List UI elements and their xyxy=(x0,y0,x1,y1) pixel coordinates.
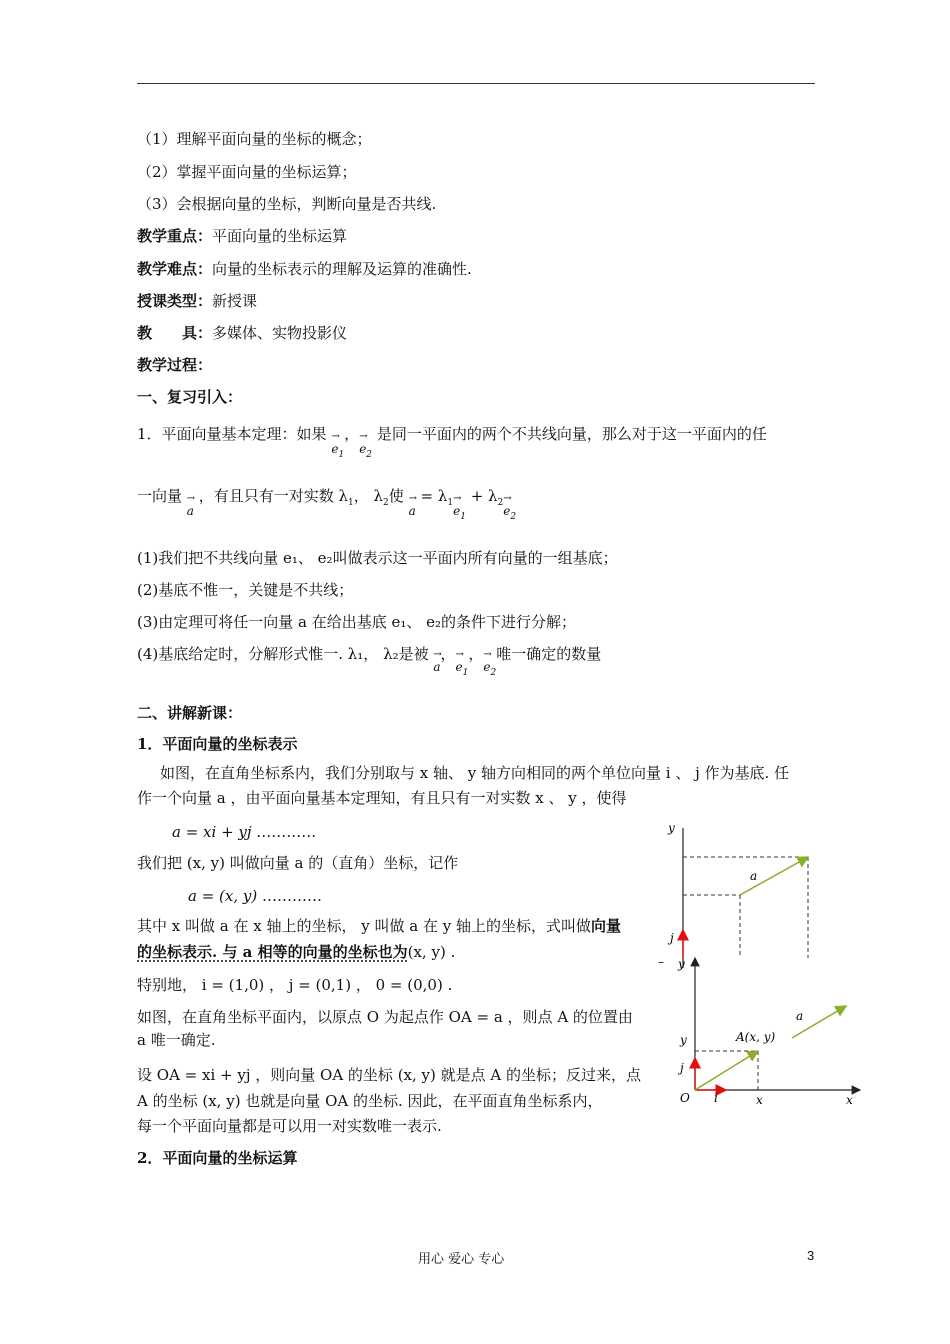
para-3b-tail: (x, y) . xyxy=(407,943,456,961)
fig2-origin-label: O xyxy=(680,1091,690,1105)
goal-2: （2）掌握平面向量的坐标运算； xyxy=(137,163,357,181)
fig2-x-coord-label: x xyxy=(756,1093,763,1107)
theorem-e: 使 xyxy=(388,487,404,505)
fig2-j-label: j xyxy=(680,1061,684,1075)
figure-1 xyxy=(650,818,820,968)
focus-label: 教学重点： xyxy=(137,227,213,245)
para-4: 特别地， i = (1,0) ， j = (0,1) ， 0 = (0,0) . xyxy=(137,976,453,994)
theorem-a: 1．平面向量基本定理：如果 xyxy=(137,425,327,443)
note-2: (2)基底不惟一，关键是不共线； xyxy=(137,581,354,599)
para-3a-line xyxy=(137,916,621,936)
para-3b: 的坐标表示. 与 a 相等的向量的坐标也为 xyxy=(137,943,408,961)
note-4-tail: 唯一确定的数量 xyxy=(496,645,602,663)
fig2-minus: – xyxy=(658,955,664,969)
figure-2 xyxy=(650,950,870,1110)
type-label: 授课类型： xyxy=(137,292,213,310)
fig2-vector-oa xyxy=(695,1051,758,1090)
goal-3: （3）会根据向量的坐标，判断向量是否共线. xyxy=(137,195,437,213)
section-2-heading: 二、讲解新课： xyxy=(137,704,243,722)
type-line xyxy=(137,291,257,311)
difficulty-text: 向量的坐标表示的理解及运算的准确性. xyxy=(212,260,472,278)
process-label: 教学过程： xyxy=(137,356,213,374)
para-3b-line xyxy=(137,942,455,962)
page-number: 3 xyxy=(807,1248,815,1263)
vec-e1: → $e_1$ xyxy=(331,439,344,461)
eq-1: a = xi + yj ………… xyxy=(172,823,317,841)
fig2-y-coord-label: y xyxy=(680,1033,687,1047)
vec-a-2: → a xyxy=(409,501,416,521)
fig1-y-label: y xyxy=(668,821,675,835)
focus-line xyxy=(137,226,347,246)
tools-line xyxy=(137,323,347,343)
para-6a: 设 OA = xi + yj ，则向量 OA 的坐标 (x, y) 就是点 A 的坐标；反过来，点 xyxy=(137,1066,642,1084)
difficulty-line xyxy=(137,259,472,279)
section-1-heading: 一、复习引入： xyxy=(137,388,243,406)
fig1-a-label: a xyxy=(750,869,758,883)
fig2-y-label-top: y xyxy=(678,957,685,971)
vec-e2: → $e_2$ xyxy=(359,439,372,461)
subsection-1-heading: 1．平面向量的坐标表示 xyxy=(137,735,298,753)
para-5b: a 唯一确定. xyxy=(137,1031,216,1049)
subsection-2-heading: 2．平面向量的坐标运算 xyxy=(137,1149,298,1167)
fig2-point-a-label: A(x, y) xyxy=(736,1030,776,1044)
difficulty-label: 教学难点： xyxy=(137,260,213,278)
para-1b: 作一个向量 a ，由平面向量基本定理知，有且只有一对实数 x 、 y ，使得 xyxy=(137,789,627,807)
note-3: (3)由定理可将任一向量 a 在给出基底 e₁、 e₂的条件下进行分解； xyxy=(137,613,577,631)
goal-1: （1）理解平面向量的坐标的概念； xyxy=(137,130,372,148)
fig2-x-label: x xyxy=(846,1093,853,1107)
note-4-line: (4)基底给定时，分解形式惟一. λ₁， λ₂是被 → a，→ $e_1$，→ $e_2$唯一确定的数量 xyxy=(137,644,601,667)
para-5a: 如图，在直角坐标平面内，以原点 O 为起点作 OA = a ，则点 A 的位置由 xyxy=(137,1008,633,1026)
type-text: 新授课 xyxy=(212,292,258,310)
note-1: (1)我们把不共线向量 e₁、 e₂叫做表示这一平面内所有向量的一组基底； xyxy=(137,549,618,567)
footer-text: 用心 爱心 专心 xyxy=(418,1252,505,1267)
theorem-b: 是同一平面内的两个不共线向量，那么对于这一平面内的任 xyxy=(376,425,767,443)
para-6c: 每一个平面向量都是可以用一对实数唯一表示. xyxy=(137,1117,442,1135)
tools-label: 教 具： xyxy=(137,324,213,342)
tools-text: 多媒体、实物投影仪 xyxy=(212,324,348,342)
para-3a-bold: 向量 xyxy=(590,917,621,935)
para-2: 我们把 (x, y) 叫做向量 a 的（直角）坐标，记作 xyxy=(137,854,459,872)
theorem-d: ，有且只有一对实数 λ xyxy=(198,487,349,505)
focus-text: 平面向量的坐标运算 xyxy=(212,227,348,245)
theorem-line-1: 1．平面向量基本定理：如果 → $e_1$，→ $e_2$ 是同一平面内的两个不共线向量，那么对于这一平面内的任 xyxy=(137,424,767,447)
fig2-i-label: i xyxy=(714,1091,718,1105)
eq-2: a = (x, y) ………… xyxy=(188,887,322,905)
fig1-j-label: j xyxy=(670,931,674,945)
para-3a: 其中 x 叫做 a 在 x 轴上的坐标， y 叫做 a 在 y 轴上的坐标，式叫做 xyxy=(137,917,591,935)
para-6b: A 的坐标 (x, y) 也就是向量 OA 的坐标. 因此，在平面直角坐标系内， xyxy=(137,1092,603,1110)
vec-a: → a xyxy=(187,501,194,521)
header-rule xyxy=(137,83,815,84)
theorem-line-2: 一向量 → a ，有且只有一对实数 $\lambda_1$， $\lambda_2$使 → $a = \lambda_1\to e_1 + \lambda_2\to e_2$ xyxy=(137,486,516,509)
para-1a: 如图，在直角坐标系内，我们分别取与 x 轴、 y 轴方向相同的两个单位向量 i 、 j 作为基底. 任 xyxy=(160,764,790,782)
fig2-a-label: a xyxy=(796,1009,804,1023)
theorem-c: 一向量 xyxy=(137,487,183,505)
note-4: (4)基底给定时，分解形式惟一. λ₁， λ₂是被 xyxy=(137,645,429,663)
